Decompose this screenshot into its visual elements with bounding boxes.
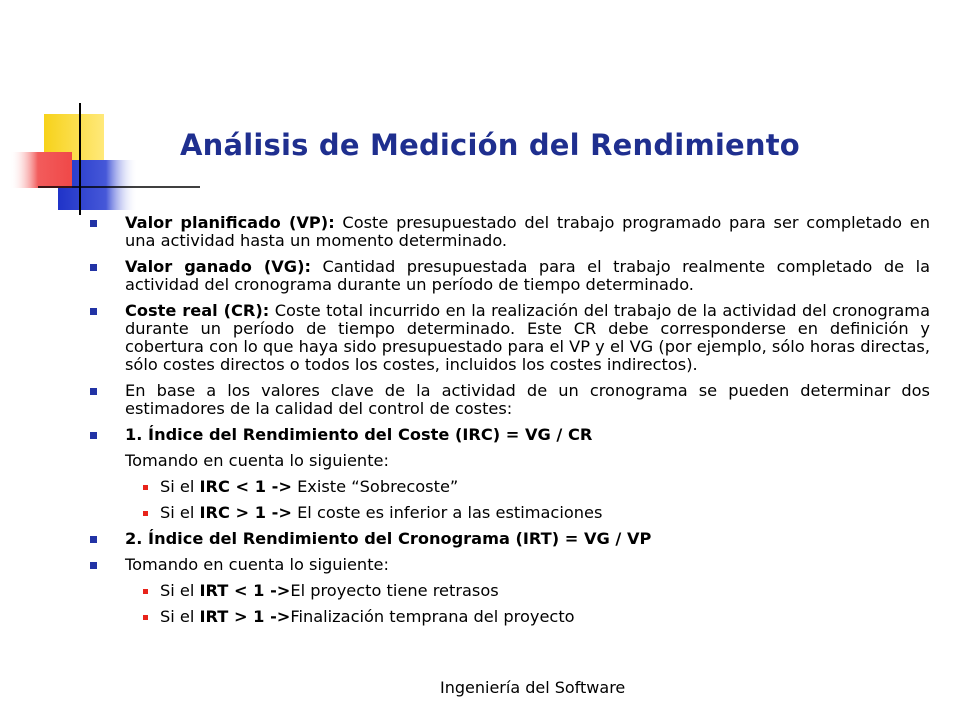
- slide-footer: Ingeniería del Software: [440, 678, 626, 697]
- sub-item-prefix: Si el: [160, 607, 200, 626]
- term-vp: Valor planificado (VP):: [125, 213, 335, 232]
- irc-note: [90, 452, 930, 470]
- square-bullet-icon: [90, 562, 97, 569]
- red-square-bullet-icon: [143, 589, 148, 594]
- bullet-item-cr: [90, 302, 930, 374]
- square-bullet-icon: [90, 264, 97, 271]
- sub-item-result: El proyecto tiene retrasos: [290, 581, 499, 600]
- sub-item-irc-2: [90, 504, 930, 522]
- definition-cr: Coste total incurrido en la realización del trabajo de la actividad del cronograma durante un período de tiempo determinado. Este CR debe corresponderse en definición y cobertura con lo que haya sido presupuestado para el VP y el VG (por ejemplo, sólo horas directas, sólo costes directos o todos los costes, incluidos los costes indirectos).: [125, 301, 930, 374]
- red-square-bullet-icon: [143, 485, 148, 490]
- decorative-corner-graphic: [0, 0, 200, 230]
- sub-item-prefix: Si el: [160, 581, 200, 600]
- sub-item-condition: IRT > 1 ->: [199, 607, 291, 626]
- irc-formula: 1. Índice del Rendimiento del Coste (IRC) = VG / CR: [125, 425, 593, 444]
- definition-vp: Coste presupuestado del trabajo programado para ser completado en una actividad hasta un momento determinado.: [125, 213, 930, 250]
- sub-item-prefix: Si el: [160, 503, 200, 522]
- sub-item-condition: IRC < 1 ->: [199, 477, 292, 496]
- sub-item-result: El coste es inferior a las estimaciones: [291, 503, 603, 522]
- bullet-item-irt-note: [90, 556, 930, 574]
- bullet-list: [90, 214, 930, 634]
- slide-title: Análisis de Medición del Rendimiento: [180, 128, 800, 162]
- definition-vg: Cantidad presupuestada para el trabajo realmente completado de la actividad del cronograma durante un período de tiempo determinado.: [125, 257, 930, 294]
- square-bullet-icon: [90, 432, 97, 439]
- square-bullet-icon: [90, 220, 97, 227]
- irt-note-text: Tomando en cuenta lo siguiente:: [125, 555, 389, 574]
- bullet-item-irt: [90, 530, 930, 548]
- square-bullet-icon: [90, 308, 97, 315]
- square-bullet-icon: [90, 536, 97, 543]
- sub-item-condition: IRC > 1 ->: [199, 503, 292, 522]
- irc-note-text: Tomando en cuenta lo siguiente:: [125, 451, 389, 470]
- bullet-item-intro: [90, 382, 930, 418]
- red-square-bullet-icon: [143, 615, 148, 620]
- term-cr: Coste real (CR):: [125, 301, 270, 320]
- sub-item-irt-2: [90, 608, 930, 626]
- bullet-item-vp: [90, 214, 930, 250]
- sub-item-result: Existe “Sobrecoste”: [291, 477, 459, 496]
- term-vg: Valor ganado (VG):: [125, 257, 311, 276]
- sub-item-prefix: Si el: [160, 477, 200, 496]
- bullet-item-vg: [90, 258, 930, 294]
- sub-item-condition: IRT < 1 ->: [199, 581, 291, 600]
- irt-formula: 2. Índice del Rendimiento del Cronograma (IRT) = VG / VP: [125, 529, 652, 548]
- bullet-item-irc: [90, 426, 930, 444]
- red-square-bullet-icon: [143, 511, 148, 516]
- square-bullet-icon: [90, 388, 97, 395]
- intro-text: En base a los valores clave de la actividad de un cronograma se pueden determinar dos estimadores de la calidad del control de costes:: [125, 381, 930, 418]
- sub-item-result: Finalización temprana del proyecto: [290, 607, 575, 626]
- sub-item-irc-1: [90, 478, 930, 496]
- sub-item-irt-1: [90, 582, 930, 600]
